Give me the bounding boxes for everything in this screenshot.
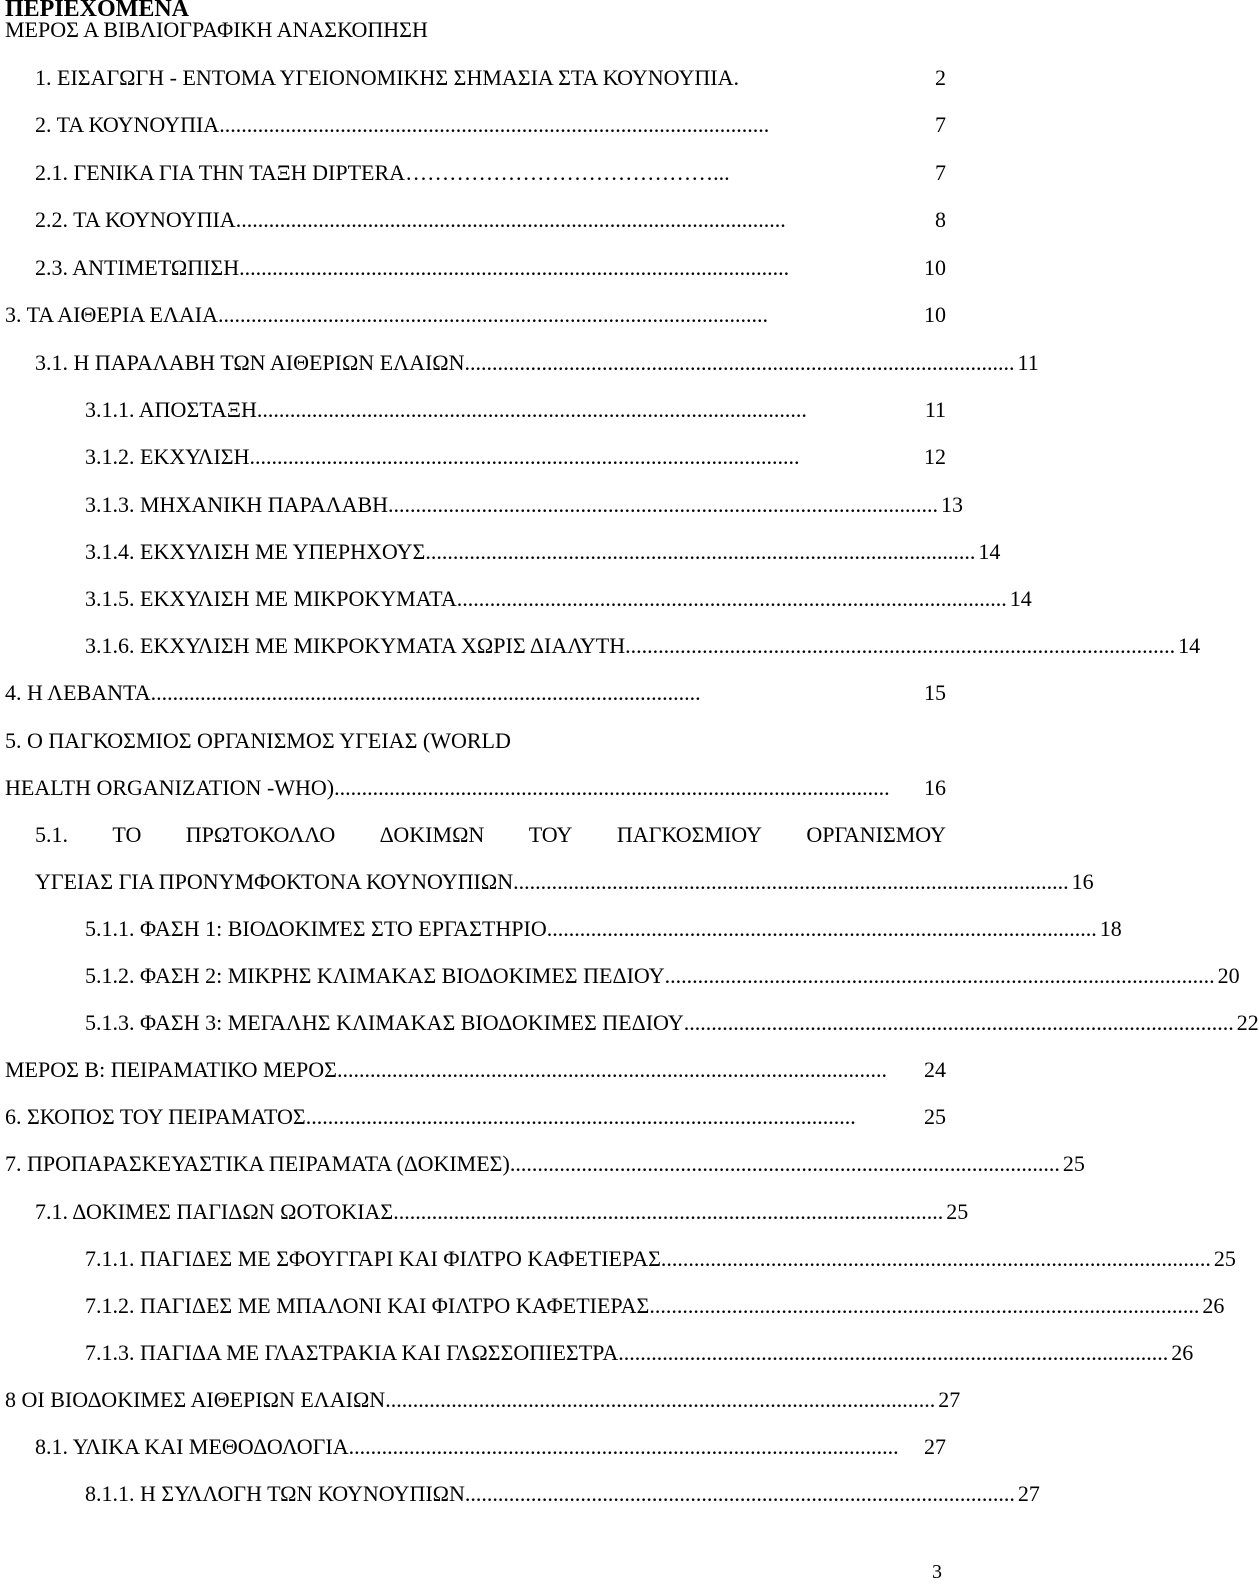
toc-entry-label: 3.1.6. ΕΚΧΥΛΙΣΗ ΜΕ ΜΙΚΡΟΚΥΜΑΤΑ ΧΩΡΙΣ ΔΙΑΛΥΤΗ <box>85 633 626 658</box>
toc-entry-page: 10 <box>924 255 946 280</box>
toc-entry[interactable] <box>35 64 946 92</box>
toc-entry[interactable] <box>5 727 946 755</box>
toc-entry[interactable] <box>85 962 1240 990</box>
toc-entry[interactable] <box>5 679 946 707</box>
toc-entry-leader: .................................................................................................... <box>625 633 1176 658</box>
toc-entry[interactable] <box>85 1292 1225 1320</box>
toc-entry-label: 2. ΤΑ ΚΟΥΝΟΥΠΙΑ <box>35 112 220 137</box>
toc-entry-page: 16 <box>1071 869 1094 894</box>
toc-entry-page: 10 <box>924 302 946 327</box>
toc-entry-page: 22 <box>1236 1010 1259 1035</box>
toc-entry-leader: .................................................................................................... <box>336 1057 887 1082</box>
toc-entry-label: 3.1.5. ΕΚΧΥΛΙΣΗ ΜΕ ΜΙΚΡΟΚΥΜΑΤΑ <box>85 586 457 611</box>
toc-entry-label: 5. Ο ΠΑΓΚΟΣΜΙΟΣ ΟΡΓΑΝΙΣΜΟΣ ΥΓΕΙΑΣ (WORLD <box>5 728 511 753</box>
toc-entry-label: 5.1.3. ΦΑΣΗ 3: ΜΕΓΑΛΗΣ ΚΛΙΜΑΚΑΣ ΒΙΟΔΟΚΙΜΕΣ ΠΕΔΙΟΥ <box>85 1010 684 1035</box>
toc-entry[interactable] <box>85 491 964 519</box>
toc-entry[interactable] <box>5 1103 946 1131</box>
toc-entry[interactable] <box>85 1339 1194 1367</box>
toc-entry-label: 5.1.2. ΦΑΣΗ 2: ΜΙΚΡΗΣ ΚΛΙΜΑΚΑΣ ΒΙΟΔΟΚΙΜΕΣ ΠΕΔΙΟΥ <box>85 963 665 988</box>
toc-entry-page: 14 <box>978 539 1001 564</box>
toc-entry-page: 18 <box>1099 916 1122 941</box>
toc-entry-leader: . <box>733 65 739 90</box>
toc-entry[interactable] <box>35 349 1039 377</box>
toc-entry-label: 3.1.2. ΕΚΧΥΛΙΣΗ <box>85 444 250 469</box>
toc-entry-leader: .................................................................................................... <box>393 1199 944 1224</box>
toc-entry-leader: ……………………………………... <box>405 160 730 185</box>
toc-entry-label: 3.1.3. ΜΗΧΑΝΙΚΗ ΠΑΡΑΛΑΒΗ <box>85 492 389 517</box>
toc-entry-leader: .................................................................................................... <box>464 1481 1015 1506</box>
toc-entry[interactable] <box>85 1480 1040 1508</box>
toc-entry-leader: .................................................................................................... <box>305 1104 856 1129</box>
toc-entry-page: 16 <box>924 775 946 800</box>
toc-entry[interactable] <box>5 1056 946 1084</box>
toc-entry-leader: .................................................................................................... <box>249 444 800 469</box>
toc-entry-label: 1. ΕΙΣΑΓΩΓΗ - ΕΝΤΟΜΑ ΥΓΕΙΟΝΟΜΙΚΗΣ ΣΗΜΑΣΙΑ ΣΤΑ ΚΟΥΝΟΥΠΙΑ <box>35 65 734 90</box>
toc-entry-leader: .................................................................................................... <box>660 1246 1211 1271</box>
toc-entry-page: 20 <box>1217 963 1240 988</box>
toc-entry[interactable] <box>35 206 946 234</box>
toc-entry-page: 27 <box>924 1434 946 1459</box>
toc-entry-leader: .................................................................................................... <box>239 255 790 280</box>
toc-entry-label: 2.2. ΤΑ ΚΟΥΝΟΥΠΙΑ <box>35 207 236 232</box>
toc-entry-leader: .................................................................................................... <box>456 586 1007 611</box>
toc-entry[interactable] <box>35 1198 969 1226</box>
toc-entry-page: 25 <box>946 1199 969 1224</box>
toc-entry[interactable] <box>35 821 946 849</box>
toc-entry-page: 13 <box>941 492 964 517</box>
toc-entry-page: 27 <box>1017 1481 1040 1506</box>
toc-entry-page: 11 <box>1017 350 1039 375</box>
toc-entry-leader: .................................................................................................... <box>219 112 770 137</box>
toc-entry-label: 5.1. ΤΟ ΠΡΩΤΟΚΟΛΛΟ ΔΟΚΙΜΩΝ ΤΟΥ ΠΑΓΚΟΣΜΙΟΥ ΟΡΓΑΝΙΣΜΟΥ <box>35 822 946 847</box>
toc-entry-page: 7 <box>935 160 946 185</box>
page-title: ΠΕΡΙΕΧΟΜΕΝΑ <box>5 0 190 22</box>
toc-entry[interactable] <box>35 254 946 282</box>
toc-entry-leader: .................................................................................................... <box>464 350 1015 375</box>
toc-entry-label: 6. ΣΚΟΠΟΣ ΤΟΥ ΠΕΙΡΑΜΑΤΟΣ <box>5 1104 306 1129</box>
toc-entry-page: 26 <box>1171 1340 1194 1365</box>
toc-entry-label: 3. ΤΑ ΑΙΘΕΡΙΑ ΕΛΑΙΑ <box>5 302 219 327</box>
toc-entry[interactable] <box>85 585 1032 613</box>
toc-entry-label: ΜΕΡΟΣ Β: ΠΕΙΡΑΜΑΤΙΚΟ ΜΕΡΟΣ <box>5 1057 337 1082</box>
toc-entry-leader: .................................................................................................... <box>509 1151 1060 1176</box>
toc-entry-label: 5.1.1. ΦΑΣΗ 1: ΒΙΟΔΟΚΙΜΈΣ ΣΤΟ ΕΡΓΑΣΤΗΡΙΟ <box>85 916 547 941</box>
toc-entry-page: 11 <box>924 397 946 422</box>
toc-entry-label: 3.1.4. ΕΚΧΥΛΙΣΗ ΜΕ ΥΠΕΡΗΧΟΥΣ <box>85 539 426 564</box>
toc-entry-label: 3.1. Η ΠΑΡΑΛΑΒΗ ΤΩΝ ΑΙΘΕΡΙΩΝ ΕΛΑΙΩΝ <box>35 350 465 375</box>
toc-entry[interactable] <box>5 1150 1085 1178</box>
toc-entry-page: 12 <box>924 444 946 469</box>
toc-entry-label: 2.1. ΓΕΝΙΚΑ ΓΙΑ ΤΗΝ ΤΑΞΗ DIPTERA <box>35 160 406 185</box>
toc-entry[interactable] <box>85 632 1201 660</box>
page-number: 3 <box>932 1561 942 1583</box>
toc-entry-page: 8 <box>935 207 946 232</box>
toc-entry-page: 7 <box>935 112 946 137</box>
toc-entry-page: 25 <box>1213 1246 1236 1271</box>
toc-entry-label: HEALTH ORGANIZATION -WHO). <box>5 775 340 800</box>
toc-entry-page: 26 <box>1202 1293 1225 1318</box>
toc-entry[interactable] <box>5 1386 961 1414</box>
toc-entry[interactable] <box>5 774 946 802</box>
toc-entry-label: ΥΓΕΙΑΣ ΓΙΑ ΠΡΟΝΥΜΦΟΚΤΟΝΑ ΚΟΥΝΟΥΠΙΩΝ. <box>35 869 519 894</box>
toc-entry[interactable] <box>35 868 1094 896</box>
toc-entry-label: 4. Η ΛΕΒΑΝΤΑ <box>5 680 151 705</box>
toc-entry[interactable] <box>35 159 946 187</box>
toc-entry-leader: .................................................................................................... <box>388 492 939 517</box>
toc-entry-leader: .................................................................................................... <box>348 1434 899 1459</box>
toc-entry[interactable] <box>85 1245 1236 1273</box>
toc-entry-leader: .................................................................................................... <box>150 680 701 705</box>
toc-entry-label: 8.1. ΥΛΙΚΑ ΚΑΙ ΜΕΘΟΔΟΛΟΓΙΑ <box>35 1434 349 1459</box>
toc-entry-page: 25 <box>924 1104 946 1129</box>
toc-entry-label: 3.1.1. ΑΠΟΣΤΑΞΗ <box>85 397 257 422</box>
toc-entry-page: 14 <box>1178 633 1201 658</box>
toc-entry-page: 24 <box>924 1057 946 1082</box>
toc-entry-leader: .................................................................................................... <box>256 397 807 422</box>
toc-entry-label: ΜΕΡΟΣ Α ΒΙΒΛΙΟΓΡΑΦΙΚΗ ΑΝΑΣΚΟΠΗΣΗ <box>5 17 428 42</box>
toc-entry[interactable] <box>85 538 1001 566</box>
toc-entry-leader: .................................................................................................... <box>546 916 1097 941</box>
toc-entry-page: 27 <box>938 1387 961 1412</box>
toc-entry-leader: .................................................................................................... <box>649 1293 1200 1318</box>
toc-entry-label: 7. ΠΡΟΠΑΡΑΣΚΕΥΑΣΤΙΚΑ ΠΕΙΡΑΜΑΤΑ (ΔΟΚΙΜΕΣ) <box>5 1151 510 1176</box>
toc-entry-leader: .................................................................................................... <box>618 1340 1169 1365</box>
toc-entry-label: 7.1.2. ΠΑΓΙΔΕΣ ΜΕ ΜΠΑΛΟΝΙ ΚΑΙ ΦΙΛΤΡΟ ΚΑΦΕΤΙΕΡΑΣ <box>85 1293 650 1318</box>
toc-entry-leader: .................................................................................................... <box>218 302 769 327</box>
toc-entry-label: 7.1. ΔΟΚΙΜΕΣ ΠΑΓΙΔΩΝ ΩΟΤΟΚΙΑΣ <box>35 1199 394 1224</box>
toc-entry-page: 14 <box>1009 586 1032 611</box>
toc-entry[interactable] <box>5 301 946 329</box>
toc-entry-leader: .................................................................................................... <box>518 869 1069 894</box>
toc-entry-page: 15 <box>924 680 946 705</box>
toc-entry-label: 7.1.3. ΠΑΓΙΔΑ ΜΕ ΓΛΑΣΤΡΑΚΙΑ ΚΑΙ ΓΛΩΣΣΟΠΙΕΣΤΡΑ <box>85 1340 619 1365</box>
toc-entry-page: 2 <box>935 65 946 90</box>
toc-entry-label: 2.3. ΑΝΤΙΜΕΤΩΠΙΣΗ <box>35 255 240 280</box>
toc-entry-page: 25 <box>1062 1151 1085 1176</box>
toc-entry-leader: .................................................................................................... <box>339 775 890 800</box>
toc-entry[interactable] <box>35 111 946 139</box>
toc-entry[interactable] <box>85 443 946 471</box>
toc-entry-leader: .................................................................................................... <box>235 207 786 232</box>
toc-entry-label: 8 ΟΙ ΒΙΟΔΟΚΙΜΕΣ ΑΙΘΕΡΙΩΝ ΕΛΑΙΩΝ <box>5 1387 386 1412</box>
toc-entry-leader: .................................................................................................... <box>385 1387 936 1412</box>
toc-entry[interactable] <box>85 396 946 424</box>
toc-entry[interactable] <box>35 1433 946 1461</box>
toc-entry[interactable] <box>85 915 1122 943</box>
toc-entry-leader: .................................................................................................... <box>664 963 1215 988</box>
toc-entry[interactable] <box>5 16 946 44</box>
toc-entry[interactable] <box>85 1009 1259 1037</box>
toc-entry-label: 8.1.1. Η ΣΥΛΛΟΓΗ ΤΩΝ ΚΟΥΝΟΥΠΙΩΝ <box>85 1481 465 1506</box>
toc-entry-leader: .................................................................................................... <box>683 1010 1234 1035</box>
toc-entry-leader: .................................................................................................... <box>425 539 976 564</box>
toc-entry-label: 7.1.1. ΠΑΓΙΔΕΣ ΜΕ ΣΦΟΥΓΓΑΡΙ ΚΑΙ ΦΙΛΤΡΟ ΚΑΦΕΤΙΕΡΑΣ <box>85 1246 661 1271</box>
